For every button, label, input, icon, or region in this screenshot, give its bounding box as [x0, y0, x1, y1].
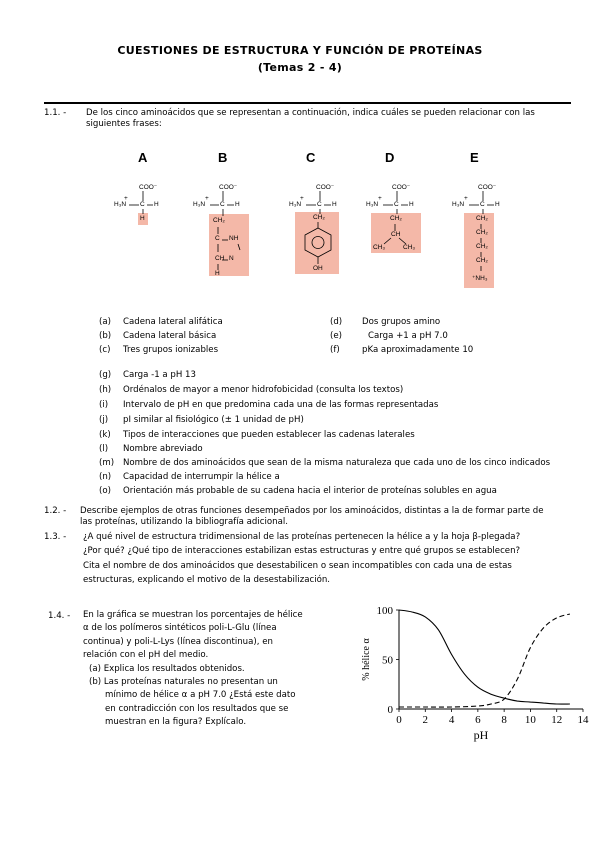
list-item: (h) Ordénalos de mayor a menor hidrofobicidad (consulta los textos)	[99, 385, 404, 395]
x-tick-label: 10	[524, 714, 536, 726]
chem-label: H₃N	[193, 201, 206, 208]
x-tick-label: 12	[551, 714, 563, 726]
helix-ph-chart	[355, 598, 595, 758]
list-item: (a) Cadena lateral alifática	[99, 317, 223, 327]
x-tick-label: 8	[501, 714, 507, 726]
question-line: ¿Por qué? ¿Qué tipo de interacciones estabilizan estas estructuras y entre qué grupos se establecen?	[83, 546, 521, 557]
question-text	[83, 609, 326, 730]
chem-label: OH	[313, 265, 323, 272]
question-line: Cita el nombre de dos aminoácidos que desestabilicen o sean incompatibles con cada una de estas	[83, 560, 512, 571]
molecule-label-c: C	[306, 150, 316, 165]
chem-label: CH₂	[390, 215, 402, 222]
x-tick-label: 14	[577, 714, 589, 726]
chem-label: CH	[391, 231, 401, 238]
question-text	[83, 530, 576, 588]
chem-label: CH₃	[403, 244, 416, 251]
series-line-poli-lys	[399, 614, 570, 707]
chem-label: C	[220, 201, 225, 208]
chem-label: CH₂	[476, 215, 488, 222]
sub-question: (a) Explica los resultados obtenidos.	[89, 663, 245, 674]
chem-label: N	[229, 255, 234, 262]
molecule-label-e: E	[470, 150, 479, 165]
chem-label: +	[205, 195, 209, 202]
x-tick-label: 6	[475, 714, 481, 726]
question-number: 1.4. -	[48, 611, 71, 621]
chem-label: COO⁻	[478, 184, 497, 191]
chem-label: C	[317, 201, 322, 208]
x-axis-label: pH	[473, 728, 489, 742]
y-axis-label: % hélice α	[361, 638, 372, 681]
question-line: siguientes frases:	[86, 119, 162, 129]
y-tick-label: 0	[387, 704, 393, 716]
chem-label: CH₂	[213, 217, 225, 224]
chem-label: CH₂	[313, 214, 325, 221]
list-item: (i) Intervalo de pH en que predomina cada una de las formas representadas	[99, 400, 439, 410]
question-line: De los cinco aminoácidos que se representan a continuación, indica cuáles se pueden relacionar con las	[86, 108, 535, 118]
list-item: (n) Capacidad de interrumpir la hélice a	[99, 472, 280, 482]
chem-label: H	[495, 201, 500, 208]
question-line: continua) y poli-L-Lys (línea discontinua), en	[83, 636, 273, 647]
list-item: (f) pKa aproximadamente 10	[330, 345, 474, 355]
chem-label: CH₂	[476, 257, 488, 264]
molecule-label-b: B	[218, 150, 228, 165]
list-item: (d) Dos grupos amino	[330, 317, 441, 327]
chem-label: C	[140, 201, 145, 208]
page-title: CUESTIONES DE ESTRUCTURA Y FUNCIÓN DE PROTEÍNAS	[117, 44, 483, 57]
chem-label: H₃N	[366, 201, 379, 208]
question-line: Describe ejemplos de otras funciones desempeñados por los aminoácidos, distintas a la de formar parte de	[80, 506, 544, 516]
chem-label: H	[332, 201, 337, 208]
chem-label: CH₂	[476, 229, 488, 236]
sub-question: (b) Las proteínas naturales no presentan un	[89, 677, 278, 688]
series-line-poli-glu	[399, 610, 570, 704]
sub-question: en contradicción con los resultados que se	[105, 703, 289, 714]
y-tick-label: 100	[376, 605, 393, 617]
chem-label: C	[480, 201, 485, 208]
question-line: α de los polímeros sintéticos poli-L-Glu (línea	[83, 623, 277, 634]
molecule-label-d: D	[385, 150, 395, 165]
chem-label: COO⁻	[316, 184, 335, 191]
chem-label: COO⁻	[219, 184, 238, 191]
amino-acid-structures	[0, 0, 600, 300]
question-number: 1.3. -	[44, 532, 67, 542]
list-item: (c) Tres grupos ionizables	[99, 345, 219, 355]
chem-label: COO⁻	[392, 184, 411, 191]
list-item: (l) Nombre abreviado	[99, 444, 203, 454]
chem-label: +	[124, 195, 128, 202]
list-item: (e) Carga +1 a pH 7.0	[330, 331, 448, 341]
chem-label: CH₂	[476, 243, 488, 250]
question-line: relación con el pH del medio.	[83, 650, 209, 661]
list-item: (g) Carga -1 a pH 13	[99, 370, 196, 380]
list-item: (k) Tipos de interacciones que pueden establecer las cadenas laterales	[99, 430, 415, 440]
chem-label: H₃N	[452, 201, 465, 208]
chem-label: CH	[215, 255, 225, 262]
chem-label: +	[300, 195, 304, 202]
chem-label: H	[154, 201, 159, 208]
chem-label: H	[235, 201, 240, 208]
question-text	[80, 506, 576, 528]
chem-label: +	[464, 195, 468, 202]
chem-label: +	[378, 195, 382, 202]
chem-label: H	[409, 201, 414, 208]
question-number: 1.1. -	[44, 108, 67, 118]
list-item: (o) Orientación más probable de su cadena hacia el interior de proteínas solubles en agua	[99, 486, 497, 496]
chem-label: C	[394, 201, 399, 208]
x-tick-label: 4	[448, 714, 455, 726]
x-tick-label: 2	[422, 714, 429, 726]
page-subtitle: (Temas 2 - 4)	[257, 61, 343, 74]
chem-label: C	[215, 235, 220, 242]
sub-question: muestran en la figura? Explícalo.	[105, 717, 247, 728]
list-item: (j) pI similar al fisiológico (± 1 unidad de pH)	[99, 415, 304, 425]
chem-label: NH	[229, 235, 239, 242]
chem-label: ⁺NH₃	[472, 275, 488, 282]
x-tick-label: 0	[396, 714, 402, 726]
question-line: las proteínas, utilizando la bibliografía adicional.	[80, 517, 288, 527]
list-item: (b) Cadena lateral básica	[99, 331, 217, 341]
list-item: (m) Nombre de dos aminoácidos que sean de la misma naturaleza que cada uno de los cinco indicados	[99, 458, 551, 468]
question-number: 1.2. -	[44, 506, 67, 516]
question-line: En la gráfica se muestran los porcentajes de hélice	[83, 610, 303, 620]
chem-label: CH₃	[373, 244, 386, 251]
question-line: estructuras, explicando el motivo de la desestabilización.	[83, 575, 331, 586]
chem-label: H	[215, 270, 220, 277]
chem-label: H	[140, 215, 145, 222]
chem-label: H₃N	[114, 201, 127, 208]
question-line: ¿A qué nivel de estructura tridimensional de las proteínas pertenecen la hélice a y la hoja β-plegada?	[83, 532, 521, 542]
chem-label: COO⁻	[139, 184, 158, 191]
sub-question: mínimo de hélice α a pH 7.0 ¿Está este dato	[105, 690, 296, 701]
chem-label: H₃N	[289, 201, 302, 208]
y-tick-label: 50	[382, 654, 393, 667]
molecule-label-a: A	[138, 150, 148, 165]
